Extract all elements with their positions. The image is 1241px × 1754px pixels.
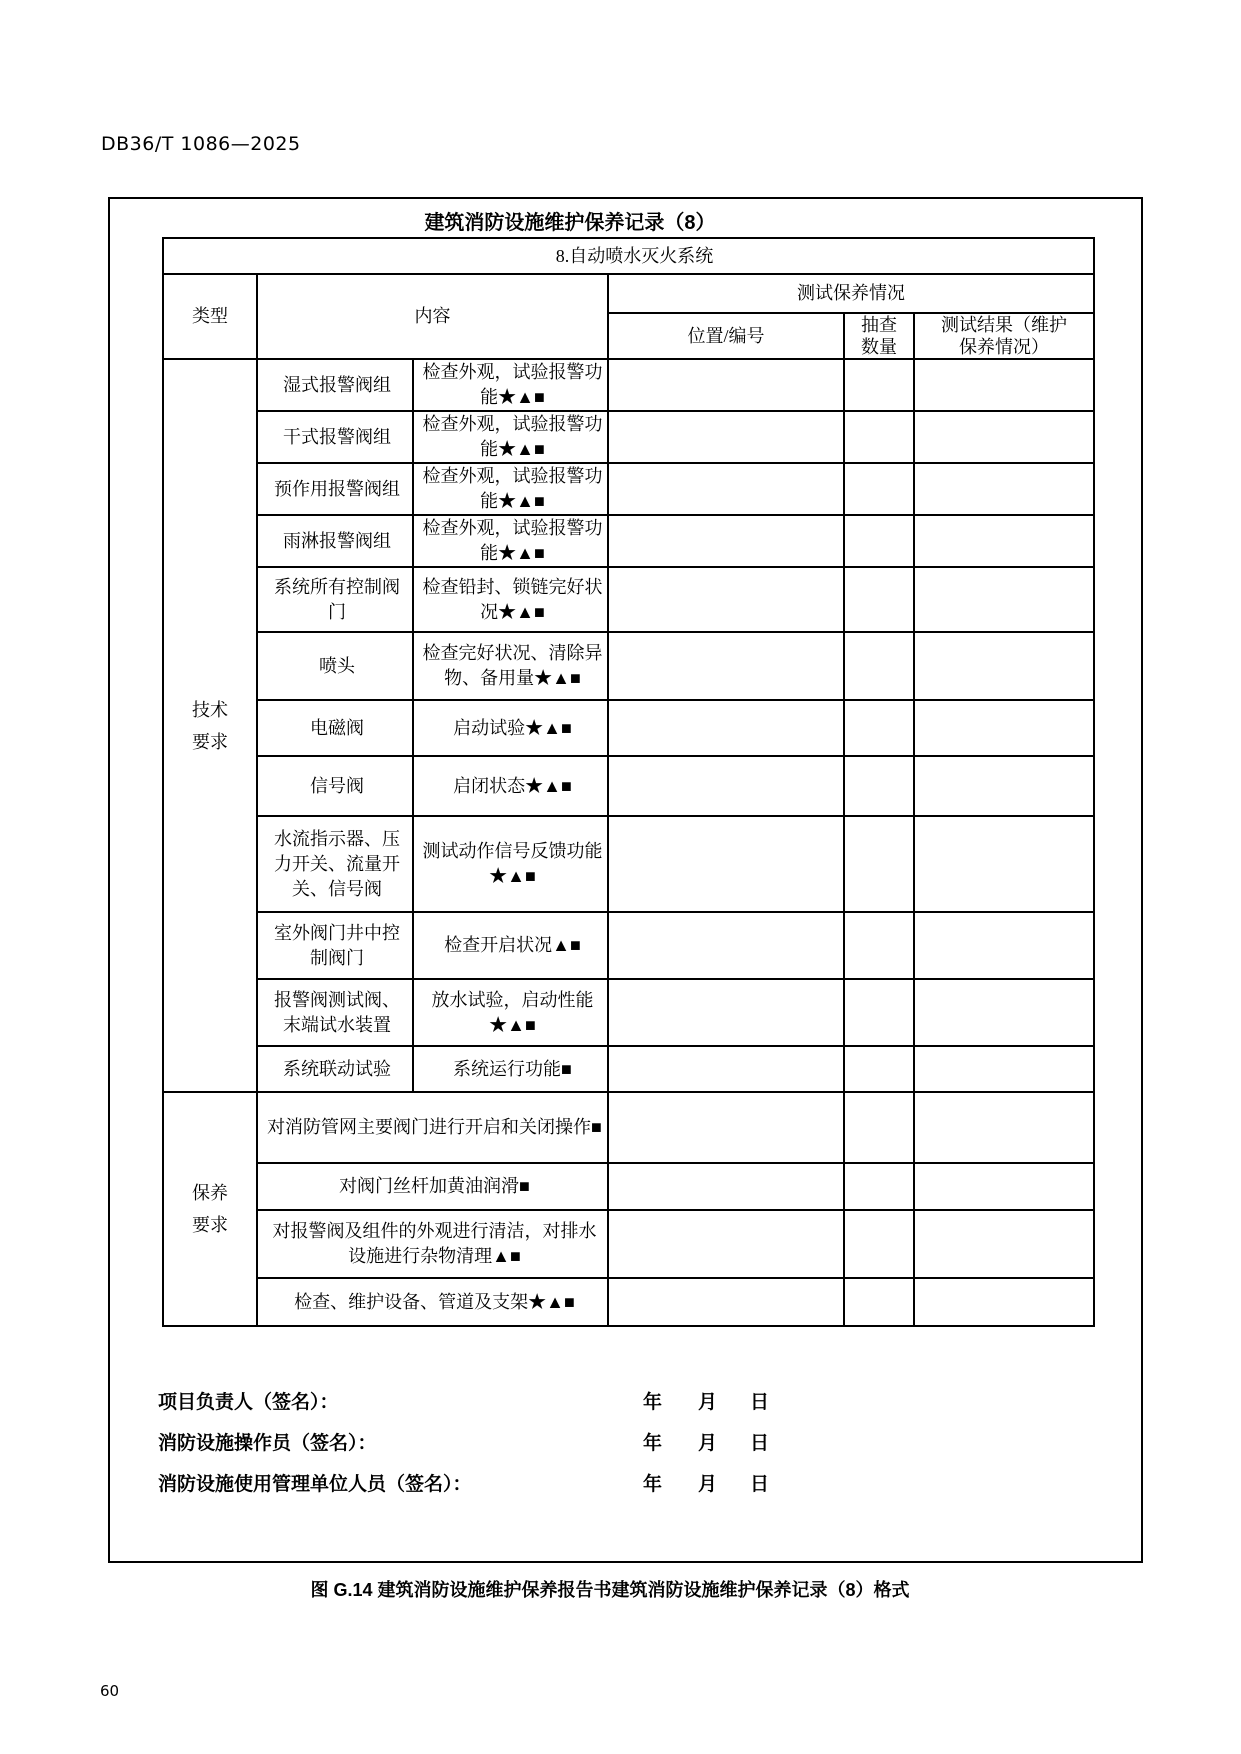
- sample-count-cell: [844, 700, 914, 756]
- result-cell: [914, 1163, 1094, 1210]
- col-header-type: 类型: [163, 274, 257, 359]
- content-cell: 检查开启状况▲■: [413, 912, 608, 979]
- item-name-cell: 喷头: [257, 632, 413, 700]
- sample-count-cell: [844, 979, 914, 1046]
- content-cell: 系统运行功能■: [413, 1046, 608, 1092]
- result-cell: [914, 632, 1094, 700]
- sample-count-cell: [844, 816, 914, 912]
- header-row-1: [163, 274, 1094, 313]
- system-row: [163, 238, 1094, 274]
- table-row: [163, 1278, 1094, 1326]
- location-cell: [608, 411, 844, 463]
- table-row: [163, 912, 1094, 979]
- result-cell: [914, 1046, 1094, 1092]
- item-name-cell: 水流指示器、压力开关、流量开关、信号阀: [257, 816, 413, 912]
- location-cell: [608, 1046, 844, 1092]
- content-cell: 检查外观，试验报警功能★▲■: [413, 463, 608, 515]
- col-header-content: 内容: [257, 274, 608, 359]
- location-cell: [608, 700, 844, 756]
- maintenance-content-cell: 检查、维护设备、管道及支架★▲■: [257, 1278, 608, 1326]
- result-cell: [914, 756, 1094, 816]
- month-label: 月: [698, 1392, 718, 1413]
- signature-label: 消防设施使用管理单位人员（签名）：: [158, 1474, 472, 1495]
- type-label-technical: 技术要求: [163, 359, 257, 1092]
- signature-row-management-unit: [158, 1469, 858, 1495]
- result-cell: [914, 411, 1094, 463]
- year-label: 年: [643, 1433, 663, 1454]
- sample-count-cell: [844, 1278, 914, 1326]
- table-row: [163, 816, 1094, 912]
- sample-count-cell: [844, 1210, 914, 1278]
- result-cell: [914, 1092, 1094, 1163]
- table-row: [163, 411, 1094, 463]
- page-number: 60: [100, 1682, 120, 1700]
- form-outer-border: [108, 197, 1143, 1563]
- table-row: [163, 632, 1094, 700]
- signature-row-project-leader: [158, 1387, 858, 1413]
- location-cell: [608, 756, 844, 816]
- figure-caption: 图 G.14 建筑消防设施维护保养报告书建筑消防设施维护保养记录（8）格式: [310, 1580, 910, 1600]
- content-cell: 启动试验★▲■: [413, 700, 608, 756]
- sample-count-cell: [844, 632, 914, 700]
- month-label: 月: [698, 1433, 718, 1454]
- location-cell: [608, 567, 844, 632]
- result-cell: [914, 700, 1094, 756]
- result-cell: [914, 359, 1094, 411]
- result-cell: [914, 515, 1094, 567]
- maintenance-content-cell: 对消防管网主要阀门进行开启和关闭操作■: [257, 1092, 608, 1163]
- location-cell: [608, 1163, 844, 1210]
- location-cell: [608, 979, 844, 1046]
- item-name-cell: 信号阀: [257, 756, 413, 816]
- result-cell: [914, 979, 1094, 1046]
- location-cell: [608, 816, 844, 912]
- col-header-sample-count: 抽查数量: [844, 313, 914, 359]
- table-row: [163, 756, 1094, 816]
- table-row: [163, 567, 1094, 632]
- location-cell: [608, 359, 844, 411]
- sample-count-cell: [844, 1092, 914, 1163]
- result-cell: [914, 1210, 1094, 1278]
- table-row: [163, 1163, 1094, 1210]
- location-cell: [608, 515, 844, 567]
- year-label: 年: [643, 1392, 663, 1413]
- content-cell: 检查外观，试验报警功能★▲■: [413, 359, 608, 411]
- sample-count-cell: [844, 567, 914, 632]
- table-row: [163, 515, 1094, 567]
- table-row: [163, 979, 1094, 1046]
- maintenance-content-cell: 对阀门丝杆加黄油润滑■: [257, 1163, 608, 1210]
- item-name-cell: 干式报警阀组: [257, 411, 413, 463]
- location-cell: [608, 463, 844, 515]
- table-row: [163, 463, 1094, 515]
- sample-count-cell: [844, 912, 914, 979]
- result-cell: [914, 816, 1094, 912]
- year-label: 年: [643, 1474, 663, 1495]
- day-label: 日: [750, 1433, 770, 1454]
- content-cell: 启闭状态★▲■: [413, 756, 608, 816]
- col-header-test-group: 测试保养情况: [608, 274, 1094, 313]
- system-name: 8.自动喷水灭火系统: [163, 238, 1094, 274]
- result-cell: [914, 1278, 1094, 1326]
- sample-count-cell: [844, 756, 914, 816]
- day-label: 日: [750, 1474, 770, 1495]
- content-cell: 放水试验，启动性能★▲■: [413, 979, 608, 1046]
- content-cell: 检查外观，试验报警功能★▲■: [413, 411, 608, 463]
- item-name-cell: 雨淋报警阀组: [257, 515, 413, 567]
- result-cell: [914, 567, 1094, 632]
- location-cell: [608, 1092, 844, 1163]
- sample-count-cell: [844, 515, 914, 567]
- location-cell: [608, 632, 844, 700]
- sample-count-cell: [844, 359, 914, 411]
- signature-label: 消防设施操作员（签名）：: [158, 1433, 377, 1454]
- signature-row-facility-operator: [158, 1428, 858, 1454]
- table-row: [163, 1092, 1094, 1163]
- location-cell: [608, 912, 844, 979]
- table-row: [163, 359, 1094, 411]
- content-cell: 检查铅封、锁链完好状况★▲■: [413, 567, 608, 632]
- item-name-cell: 预作用报警阀组: [257, 463, 413, 515]
- item-name-cell: 系统所有控制阀门: [257, 567, 413, 632]
- signature-block: [158, 1387, 858, 1510]
- standard-code: DB36/T 1086—2025: [101, 133, 301, 155]
- location-cell: [608, 1210, 844, 1278]
- sample-count-cell: [844, 411, 914, 463]
- type-label-maintenance: 保养要求: [163, 1092, 257, 1326]
- sample-count-cell: [844, 1163, 914, 1210]
- form-title: 建筑消防设施维护保养记录（8）: [424, 212, 716, 234]
- result-cell: [914, 912, 1094, 979]
- item-name-cell: 室外阀门井中控制阀门: [257, 912, 413, 979]
- month-label: 月: [698, 1474, 718, 1495]
- item-name-cell: 系统联动试验: [257, 1046, 413, 1092]
- item-name-cell: 电磁阀: [257, 700, 413, 756]
- item-name-cell: 报警阀测试阀、末端试水装置: [257, 979, 413, 1046]
- content-cell: 测试动作信号反馈功能★▲■: [413, 816, 608, 912]
- content-cell: 检查外观，试验报警功能★▲■: [413, 515, 608, 567]
- table-row: [163, 700, 1094, 756]
- sample-count-cell: [844, 1046, 914, 1092]
- maintenance-content-cell: 对报警阀及组件的外观进行清洁，对排水设施进行杂物清理▲■: [257, 1210, 608, 1278]
- col-header-location: 位置/编号: [608, 313, 844, 359]
- sample-count-cell: [844, 463, 914, 515]
- day-label: 日: [750, 1392, 770, 1413]
- col-header-result: 测试结果（维护保养情况）: [914, 313, 1094, 359]
- result-cell: [914, 463, 1094, 515]
- content-cell: 检查完好状况、清除异物、备用量★▲■: [413, 632, 608, 700]
- table-row: [163, 1210, 1094, 1278]
- item-name-cell: 湿式报警阀组: [257, 359, 413, 411]
- location-cell: [608, 1278, 844, 1326]
- maintenance-record-table: [162, 237, 1095, 1327]
- table-row: [163, 1046, 1094, 1092]
- signature-label: 项目负责人（签名）：: [158, 1392, 339, 1413]
